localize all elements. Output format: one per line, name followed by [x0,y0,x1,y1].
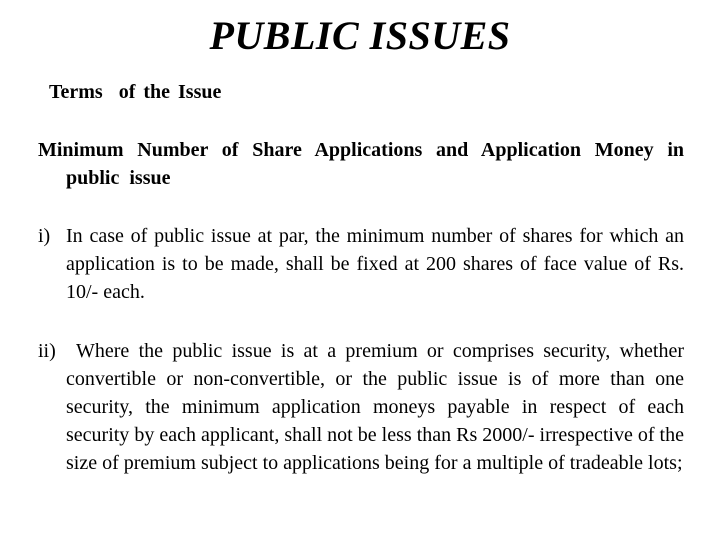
list-item-2-text: Where the public issue is at a premium or comprises security, whether convertible or non-convertible, or the public issue is of more than one security, the minimum application moneys payable in respect of each security by each applicant, shall not be less than Rs 2000/- irrespective of the size of premium subject to applications being for a multiple of tradeable lots; [66,340,684,474]
page-title: PUBLIC ISSUES [209,13,511,58]
list-item-2-marker: ii) [38,340,56,362]
list-item-1-marker: i) [38,225,51,247]
section-subtitle: Terms of the Issue [49,81,222,103]
section-heading-text: Minimum Number of Share Applications and Application Money in public issue [38,139,684,189]
list-item-2-paragraph [38,337,684,477]
list-item-1-paragraph [38,222,684,306]
section-heading [38,136,684,192]
list-item-1-text: In case of public issue at par, the minimum number of shares for which an application is to be made, shall be fixed at 200 shares of face value of Rs. 10/- each. [66,225,684,303]
list-item-2 [38,337,684,477]
list-item-1 [38,222,684,306]
